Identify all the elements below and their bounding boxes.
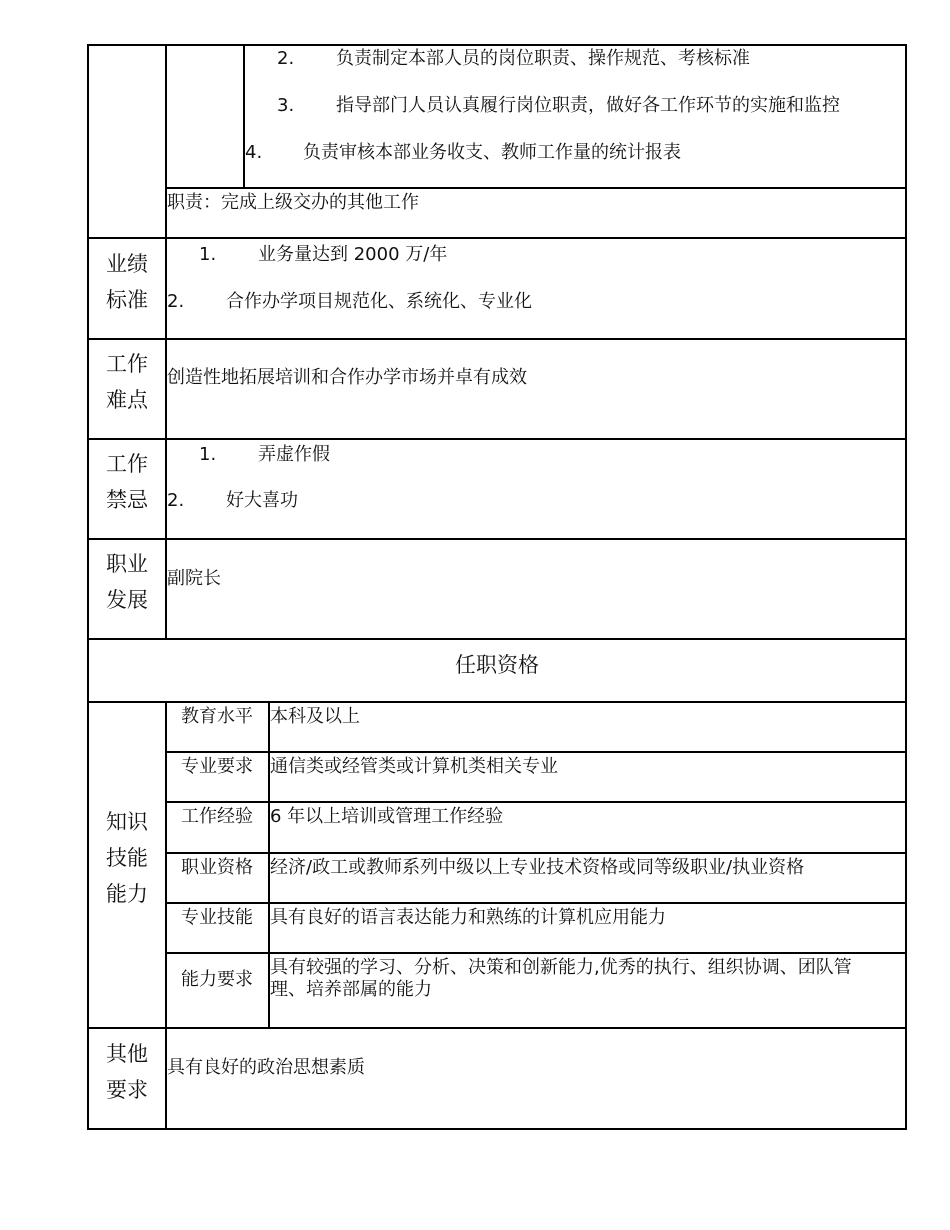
prohibition-item-1-text: 弄虚作假 — [258, 444, 330, 465]
difficulty-label — [89, 346, 165, 418]
qualification-row-label: 工作经验 — [181, 806, 253, 827]
qualification-row-value: 具有较强的学习、分析、决策和创新能力,优秀的执行、组织协调、团队管理、培养部属的能力 — [270, 957, 852, 1000]
performance-item-1-number: 1. — [199, 244, 217, 265]
duty-item-4-text: 负责审核本部业务收支、教师工作量的统计报表 — [303, 142, 681, 163]
qualification-row-label: 专业要求 — [181, 756, 253, 777]
career-text: 副院长 — [167, 568, 221, 589]
performance-label-line-1: 业绩 — [106, 252, 148, 276]
qualification-row-divider-3 — [165, 852, 907, 854]
qualification-row-divider-2 — [165, 801, 907, 803]
qualifications-group-label-line-3: 能力 — [106, 882, 148, 906]
prohibition-item-1-number: 1. — [199, 444, 217, 465]
prohibitions-label — [89, 446, 165, 518]
label-column-divider-upper — [165, 44, 167, 640]
duty-item-4-number: 4. — [245, 142, 263, 163]
prohibitions-label-line-2: 禁忌 — [106, 488, 148, 512]
row-divider-prohibitions — [87, 538, 907, 540]
qualification-row-value: 具有良好的语言表达能力和熟练的计算机应用能力 — [270, 907, 666, 928]
performance-item-2-number: 2. — [167, 291, 185, 312]
prohibition-item-2-text: 好大喜功 — [226, 490, 298, 511]
qualification-row-value: 本科及以上 — [270, 706, 360, 727]
career-label-line-1: 职业 — [106, 552, 148, 576]
prohibitions-label-line-1: 工作 — [106, 452, 148, 476]
row-divider-career — [87, 638, 907, 640]
row-divider-difficulty — [87, 438, 907, 440]
qualification-row-label: 能力要求 — [181, 969, 253, 990]
duty-item-3-text: 指导部门人员认真履行岗位职责，做好各工作环节的实施和监控 — [336, 95, 840, 116]
difficulty-text: 创造性地拓展培训和合作办学市场并卓有成效 — [167, 367, 527, 388]
performance-label-line-2: 标准 — [106, 288, 148, 312]
table-border-bottom — [87, 1128, 907, 1130]
qualification-row-divider-4 — [165, 902, 907, 904]
prohibition-item-2-number: 2. — [167, 490, 185, 511]
row-divider-duties — [87, 237, 907, 239]
qualifications-group-label — [89, 804, 165, 912]
qualifications-group-label-line-1: 知识 — [106, 810, 148, 834]
duty-item-2-number: 2. — [277, 48, 295, 69]
duties-inner-bottom — [165, 187, 907, 189]
other-requirements-label — [89, 1036, 165, 1108]
difficulty-label-line-1: 工作 — [106, 352, 148, 376]
qualification-row-label: 教育水平 — [181, 706, 253, 727]
qualification-row-label: 职业资格 — [181, 857, 253, 878]
qualification-row-label: 专业技能 — [181, 907, 253, 928]
qualification-row-divider-5 — [165, 952, 907, 954]
duty-item-2-text: 负责制定本部人员的岗位职责、操作规范、考核标准 — [336, 48, 750, 69]
difficulty-label-line-2: 难点 — [106, 388, 148, 412]
duty-item-3-number: 3. — [277, 95, 295, 116]
performance-item-2-text: 合作办学项目规范化、系统化、专业化 — [226, 291, 532, 312]
career-label-line-2: 发展 — [106, 588, 148, 612]
qualifications-heading: 任职资格 — [455, 653, 539, 677]
qualification-row-divider-1 — [165, 751, 907, 753]
qualification-row-value: 经济/政工或教师系列中级以上专业技术资格或同等级职业/执业资格 — [270, 857, 805, 878]
table-border-right — [905, 44, 907, 1130]
duties-inner-divider — [243, 44, 245, 189]
row-divider-qualifications — [87, 1027, 907, 1029]
other-requirements-label-line-2: 要求 — [106, 1078, 148, 1102]
other-requirements-label-line-1: 其他 — [106, 1042, 148, 1066]
qualification-row-value: 通信类或经管类或计算机类相关专业 — [270, 756, 558, 777]
performance-item-1-text: 业务量达到 2000 万/年 — [258, 244, 448, 265]
qualification-row-value: 6 年以上培训或管理工作经验 — [270, 806, 504, 827]
performance-label — [89, 246, 165, 318]
career-label — [89, 546, 165, 618]
duty-other: 职责：完成上级交办的其他工作 — [167, 192, 419, 213]
row-divider-heading — [87, 701, 907, 703]
other-requirements-text: 具有良好的政治思想素质 — [167, 1057, 365, 1078]
row-divider-performance — [87, 338, 907, 340]
table-border-top — [87, 44, 907, 46]
qualifications-group-label-line-2: 技能 — [106, 846, 148, 870]
